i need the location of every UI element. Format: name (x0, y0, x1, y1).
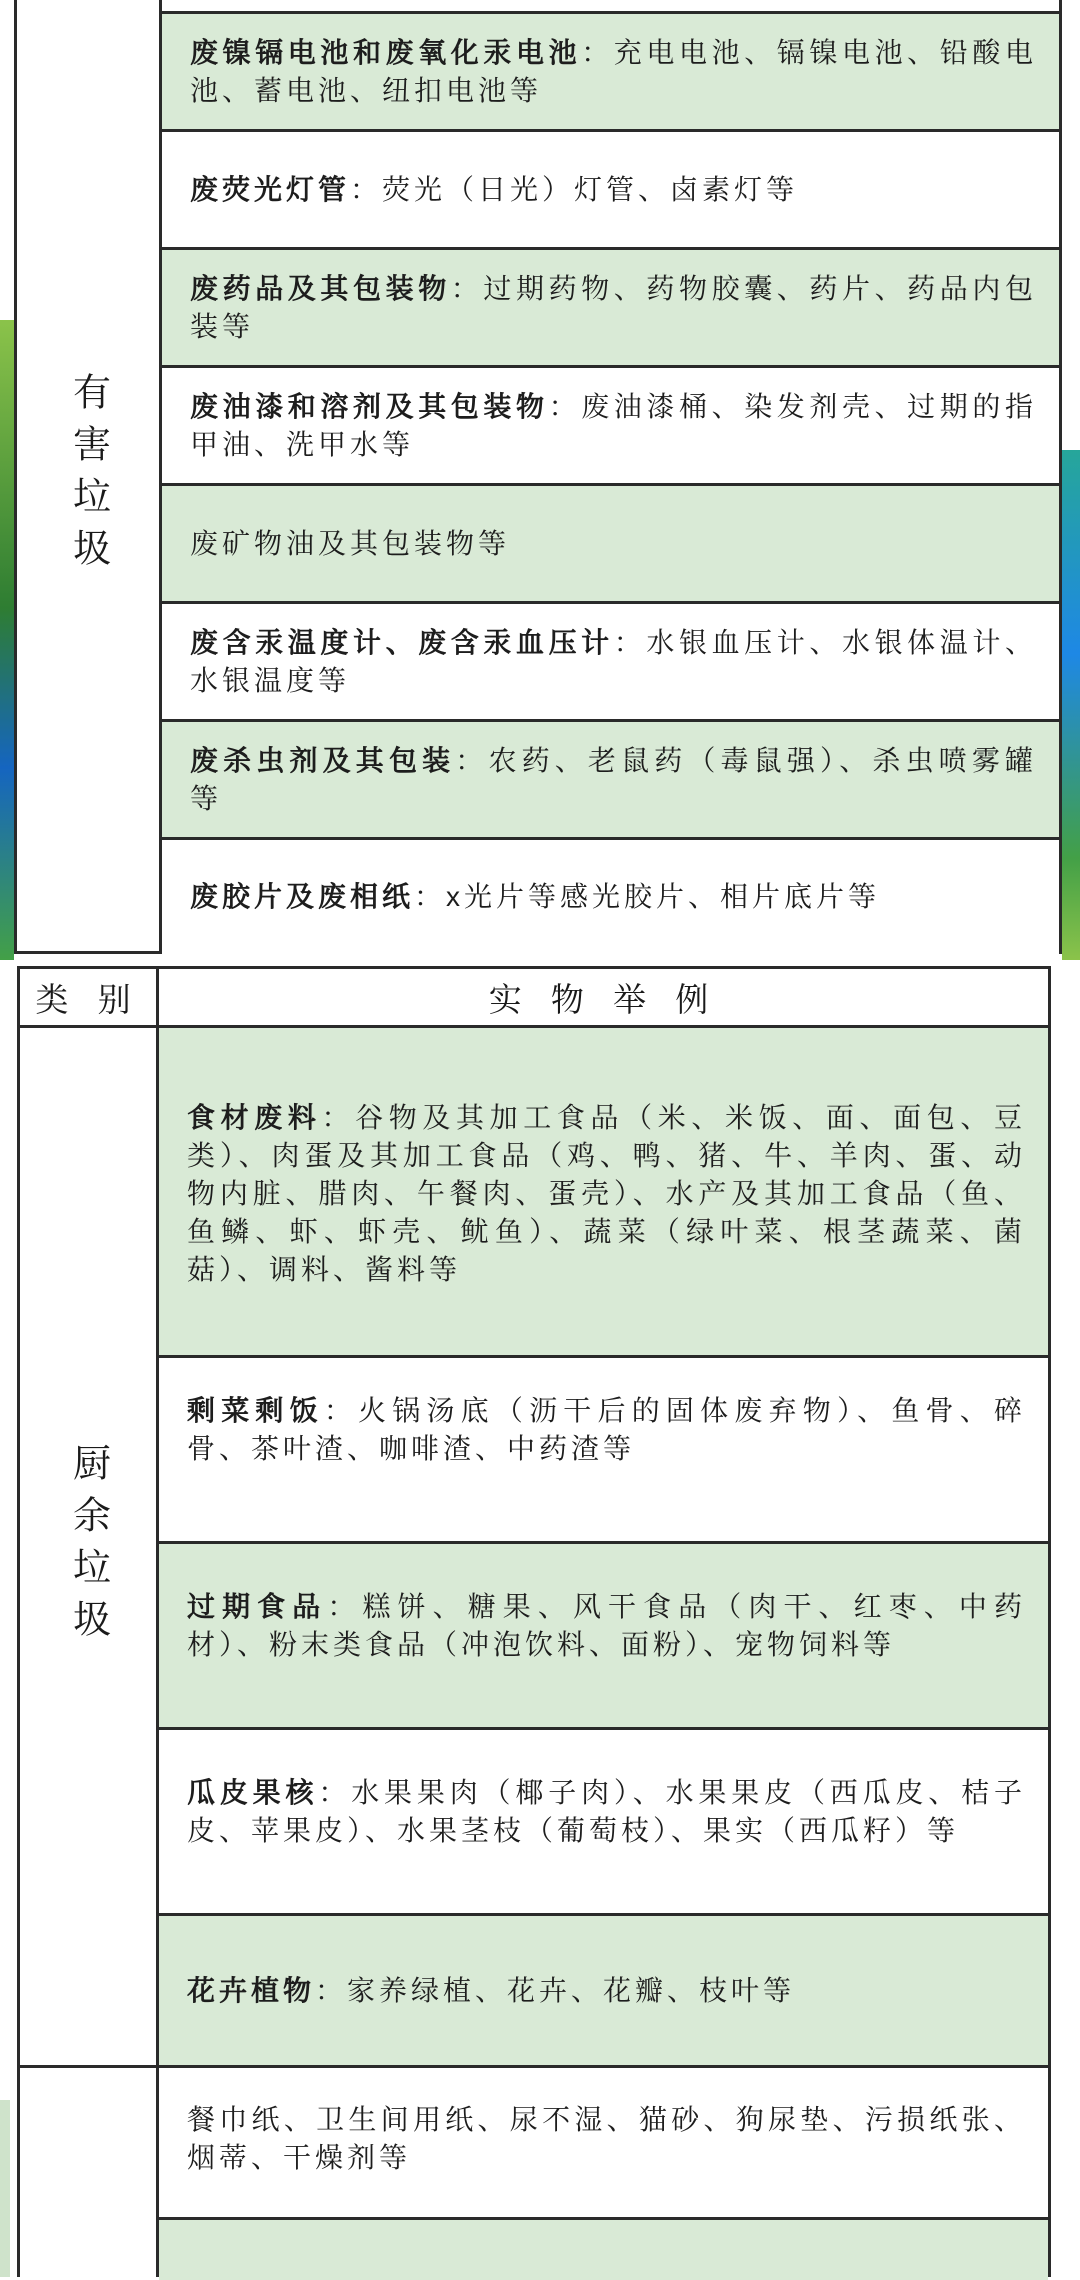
table-row (159, 2068, 1048, 2220)
row-sep: ： (548, 390, 582, 422)
row-text (162, 270, 1059, 346)
row-term: 废荧光灯管 (190, 173, 351, 205)
bottom-left-edge-stripe (0, 2100, 10, 2277)
category-cell-kitchen (20, 1028, 159, 2065)
table-row (159, 1544, 1048, 1730)
table-row (162, 14, 1059, 132)
row-sep: ： (327, 1590, 363, 1622)
row-term: 废杀虫剂及其包装 (190, 744, 456, 776)
row-detail: 充电电池、镉镍电池、铅酸电池、蓄电池、纽扣电池等 (190, 36, 1037, 106)
row-detail: 水果果肉（椰子肉）、水果果皮（西瓜皮、桔子皮、苹果皮）、水果茎枝（葡萄枝）、果实（西瓜籽）等 (187, 1776, 1026, 1846)
row-term: 废药品及其包装物 (190, 272, 451, 304)
row-term: 食材废料 (187, 1101, 322, 1133)
row-term: 废含汞温度计、废含汞血压计 (190, 626, 614, 658)
row-detail: 荧光（日光）灯管、卤素灯等 (382, 173, 799, 205)
row-detail: 水银血压计、水银体温计、水银温度等 (190, 626, 1037, 696)
row-text (162, 34, 1059, 110)
row-text (159, 1392, 1048, 1508)
next-section (20, 2068, 1048, 2277)
table-row (162, 250, 1059, 368)
table-row (162, 132, 1059, 250)
category-label: 有害垃圾 (66, 371, 109, 580)
table-row (159, 1028, 1048, 1358)
row-sep: ： (315, 1974, 348, 2006)
table-row (162, 368, 1059, 486)
row-sep: ： (323, 1394, 359, 1426)
row-detail: x光片等感光胶片、相片底片等 (446, 881, 881, 912)
row-detail: 糕饼、糖果、风干食品（肉干、红枣、中药材）、粉末类食品（冲泡饮料、面粉）、宠物饲料等 (187, 1590, 1026, 1660)
row-detail: 废矿物油及其包装物等 (190, 527, 511, 559)
header-category: 类 别 (20, 969, 159, 1028)
row-detail: 餐巾纸、卫生间用纸、尿不湿、猫砂、狗尿垫、污损纸张、烟蒂、干燥剂等 (187, 2103, 1026, 2173)
kitchen-waste-table (17, 966, 1051, 2277)
row-sep: ： (613, 626, 647, 658)
row-sep: ： (350, 173, 383, 205)
row-text (162, 878, 1059, 916)
row-text (159, 1972, 1048, 2010)
hazardous-waste-table (14, 0, 1062, 954)
table-row (159, 1730, 1048, 1916)
row-term: 花卉植物 (187, 1974, 316, 2006)
row-detail: 农药、老鼠药（毒鼠强）、杀虫喷雾罐等 (190, 744, 1037, 814)
examples-column (159, 1028, 1048, 2065)
row-text (162, 624, 1059, 700)
row-text (162, 388, 1059, 464)
right-teal-edge-stripe (1062, 450, 1080, 960)
row-term: 瓜皮果核 (187, 1776, 319, 1808)
row-detail: 家养绿植、花卉、花瓣、枝叶等 (347, 1974, 796, 2006)
table-row (159, 1358, 1048, 1544)
examples-column (159, 2068, 1048, 2277)
row-sep: ： (321, 1101, 356, 1133)
row-term: 废胶片及废相纸 (190, 881, 415, 912)
row-sep: ： (581, 36, 614, 68)
row-text (159, 1095, 1048, 1289)
header-examples: 实 物 举 例 (159, 969, 1048, 1028)
table-row (162, 0, 1059, 14)
left-green-edge-stripe (0, 320, 14, 960)
row-term: 废油漆和溶剂及其包装物 (190, 390, 549, 422)
table-row (162, 840, 1059, 954)
row-text (159, 1588, 1048, 1684)
row-text (162, 171, 1059, 209)
row-term: 剩菜剩饭 (187, 1394, 324, 1426)
row-sep: ： (450, 272, 484, 304)
row-text (159, 2101, 1048, 2185)
row-text (159, 1774, 1048, 1870)
examples-column (162, 0, 1059, 951)
row-text (162, 742, 1059, 818)
row-detail: 废油漆桶、染发剂壳、过期的指甲油、洗甲水等 (190, 390, 1037, 460)
row-sep: ： (455, 744, 489, 776)
table-row (162, 486, 1059, 604)
table-row (159, 1916, 1048, 2065)
category-cell-hazardous (17, 0, 162, 951)
row-detail: 火锅汤底（沥干后的固体废弃物）、鱼骨、碎骨、茶叶渣、咖啡渣、中药渣等 (187, 1394, 1026, 1464)
row-term: 过期食品 (187, 1590, 328, 1622)
row-sep: ： (414, 881, 447, 912)
category-label: 厨余垃圾 (66, 1442, 109, 1651)
table-row (162, 722, 1059, 840)
row-text (162, 525, 1059, 563)
table-row (162, 604, 1059, 722)
row-sep: ： (318, 1776, 352, 1808)
row-detail: 过期药物、药物胶囊、药片、药品内包装等 (190, 272, 1037, 342)
table-row (159, 2220, 1048, 2280)
row-term: 废镍镉电池和废氧化汞电池 (190, 36, 582, 68)
kitchen-section (20, 1028, 1048, 2068)
category-cell-next (20, 2068, 159, 2277)
row-detail: 谷物及其加工食品（米、米饭、面、面包、豆类）、肉蛋及其加工食品（鸡、鸭、猪、牛、羊肉、蛋、动物内脏、腊肉、午餐肉、蛋壳）、水产及其加工食品（鱼、鱼鳞、虾、虾壳、鱿鱼）、蔬菜（绿叶菜、根茎蔬菜、菌菇）、调料、酱料等 (187, 1101, 1026, 1285)
